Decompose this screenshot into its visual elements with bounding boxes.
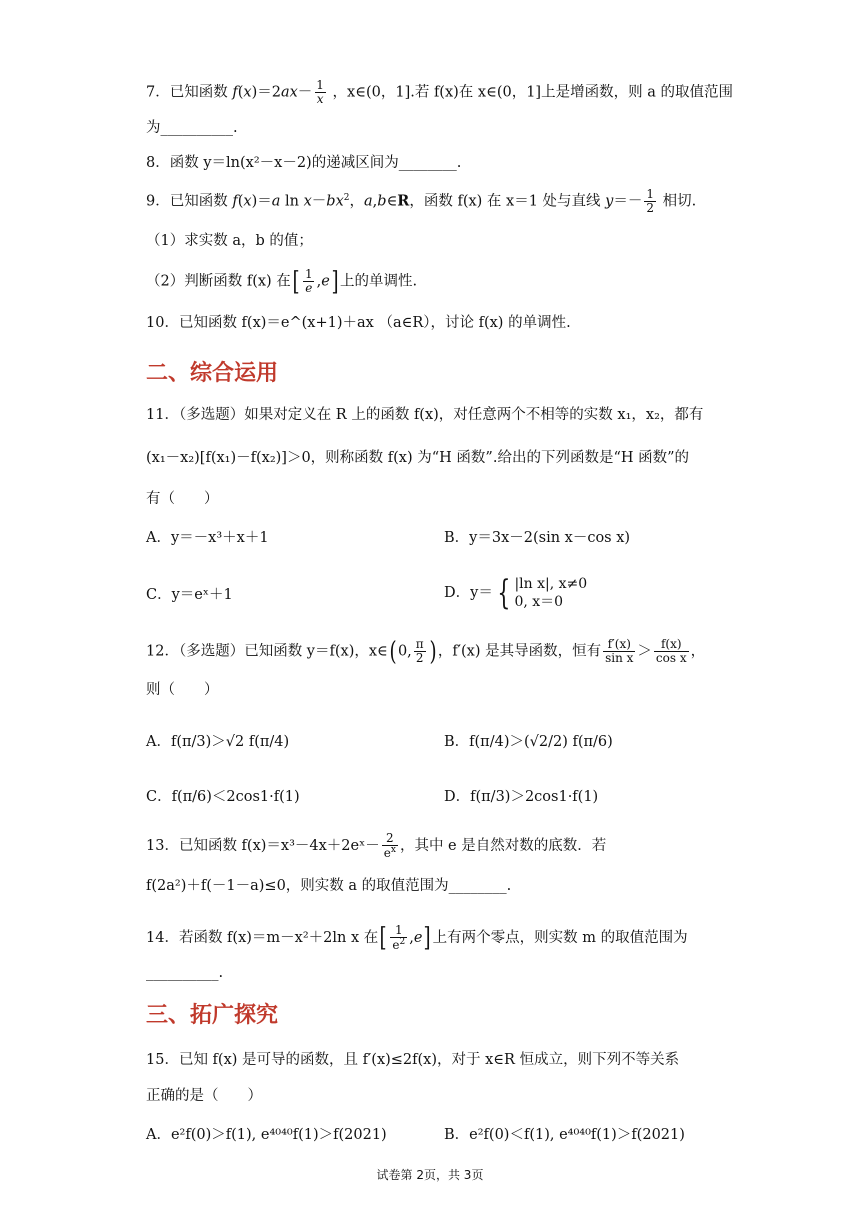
q12-mid: ，f′(x) 是其导函数，恒有 [437,643,602,660]
q13-suffix: ，其中 e 是自然对数的底数．若 [399,838,607,855]
q7-line2: 为__________. [146,120,238,136]
q13-prefix: 13．已知函数 f(x)＝x³－4x＋2eˣ－ [146,838,380,855]
q12-fraction-right: $\frac{f(x)}{\text{cos x}}$ [655,637,687,666]
q14-line1: 14．若函数 f(x)＝m－x²＋2ln x 在[ $\frac{1}{e^2}$ ,e] 上有两个零点，则实数 m 的取值范围为 [146,923,688,954]
q12-prefix: 12．（多选题）已知函数 y＝f(x)，x∈ [146,643,388,660]
q12-line1: 12．（多选题）已知函数 y＝f(x)，x∈( 0, $\frac{\pi}{2}$ ) ，f′(x) 是其导函数，恒有 $\frac{f'(x)}{\text{sin x}}$ ＞ $\frac{f(x)}{\text{cos x}}$ ， [146,636,706,667]
q11-option-b[interactable]: B．y＝3x－2(sin x－cos x) [444,530,631,546]
q11-option-d[interactable]: D．y＝ { |ln x|, x≠0 0, x＝0 [444,573,588,614]
q11-option-d-row2: 0, x＝0 [514,594,564,611]
q9-part2-prefix: （2）判断函数 f(x) 在 [146,273,291,290]
q12-line2: 则（ ） [146,682,219,698]
q15-option-a[interactable]: A．e²f(0)＞f(1), e⁴⁰⁴⁰f(1)＞f(2021) [146,1127,387,1143]
q11-line2: (x₁－x₂)[f(x₁)－f(x₂)]＞0，则称函数 f(x) 为“H 函数”.给出的下列函数是“H 函数”的 [146,450,690,466]
q9-part2: （2）判断函数 f(x) 在[ $\frac{1}{e}$ ,e] 上的单调性. [146,266,418,297]
q13-line1: 13．已知函数 f(x)＝x³－4x＋2eˣ－ $\frac{2}{e^x}$ ，其中 e 是自然对数的底数．若 [146,831,607,861]
q12-option-b[interactable]: B．f(π/4)＞(√2/2) f(π/6) [444,734,613,750]
page-footer: 试卷第 2页，共 3页 [376,1168,484,1182]
q9-line1: 9．已知函数 f(x)＝a $\ln x-bx^2$，a,b∈R，函数 f(x) 在 x＝1 处与直线 y＝－ $\frac{1}{2}$ 相切. [146,187,697,216]
q10-text: 10．已知函数 f(x)＝e^(x+1)＋ax （a∈R），讨论 f(x) 的单调性. [146,315,571,331]
q7-mid: ，x∈(0，1].若 f(x)在 x∈(0，1]上是增函数，则 a 的取值范围 [327,84,733,101]
q15-line1: 15．已知 f(x) 是可导的函数，且 f′(x)≤2f(x)，对于 x∈R 恒成立，则下列不等关系 [146,1052,680,1068]
q14-suffix: 上有两个零点，则实数 m 的取值范围为 [432,930,688,947]
q9-mid: ，函数 f(x) 在 x＝1 处与直线 [409,193,606,210]
q15-line2: 正确的是（ ） [146,1088,262,1104]
q15-option-b[interactable]: B．e²f(0)＜f(1), e⁴⁰⁴⁰f(1)＞f(2021) [444,1127,685,1143]
q7-func: f [232,84,238,101]
q7-prefix: 7．已知函数 [146,84,233,101]
q9-part1: （1）求实数 a，b 的值； [146,233,313,249]
q11-option-a[interactable]: A．y＝－x³＋x＋1 [146,530,269,546]
q12-option-c[interactable]: C．f(π/6)＜2cos1·f(1) [146,789,300,805]
q7-fraction: $\frac{1}{x}$ [316,78,324,107]
q8-text: 8．函数 y＝ln(x²－x－2)的递减区间为________. [146,155,462,171]
q11-line3: 有（ ） [146,491,219,507]
q14-line2: __________. [146,965,224,981]
section-2-heading: 二、综合运用 [146,361,279,386]
q9-suffix: 相切. [658,193,697,210]
q13-line2: f(2a²)＋f(－1－a)≤0，则实数 a 的取值范围为________. [146,878,512,894]
q12-option-d[interactable]: D．f(π/3)＞2cos1·f(1) [444,789,599,805]
q12-fraction-left: $\frac{f'(x)}{\text{sin x}}$ [605,637,634,666]
q9-part2-suffix: 上的单调性. [339,273,418,290]
q14-prefix: 14．若函数 f(x)＝m－x²＋2ln x 在 [146,930,379,947]
q7-line1: 7．已知函数 f(x)＝2ax－ $\frac{1}{x}$ ，x∈(0，1].若 f(x)在 x∈(0，1]上是增函数，则 a 的取值范围 [146,78,733,107]
q11-option-d-row1: |ln x|, x≠0 [514,576,588,592]
q12-option-a[interactable]: A．f(π/3)＞√2 f(π/4) [146,734,290,750]
q9-prefix: 9．已知函数 [146,193,233,210]
q11-option-d-label: D．y＝ [444,584,493,601]
section-3-heading: 三、拓广探究 [146,1003,279,1028]
q11-option-c[interactable]: C．y＝eˣ＋1 [146,587,233,603]
q11-line1: 11．（多选题）如果对定义在 R 上的函数 f(x)，对任意两个不相等的实数 x₁，x₂，都有 [146,407,704,423]
